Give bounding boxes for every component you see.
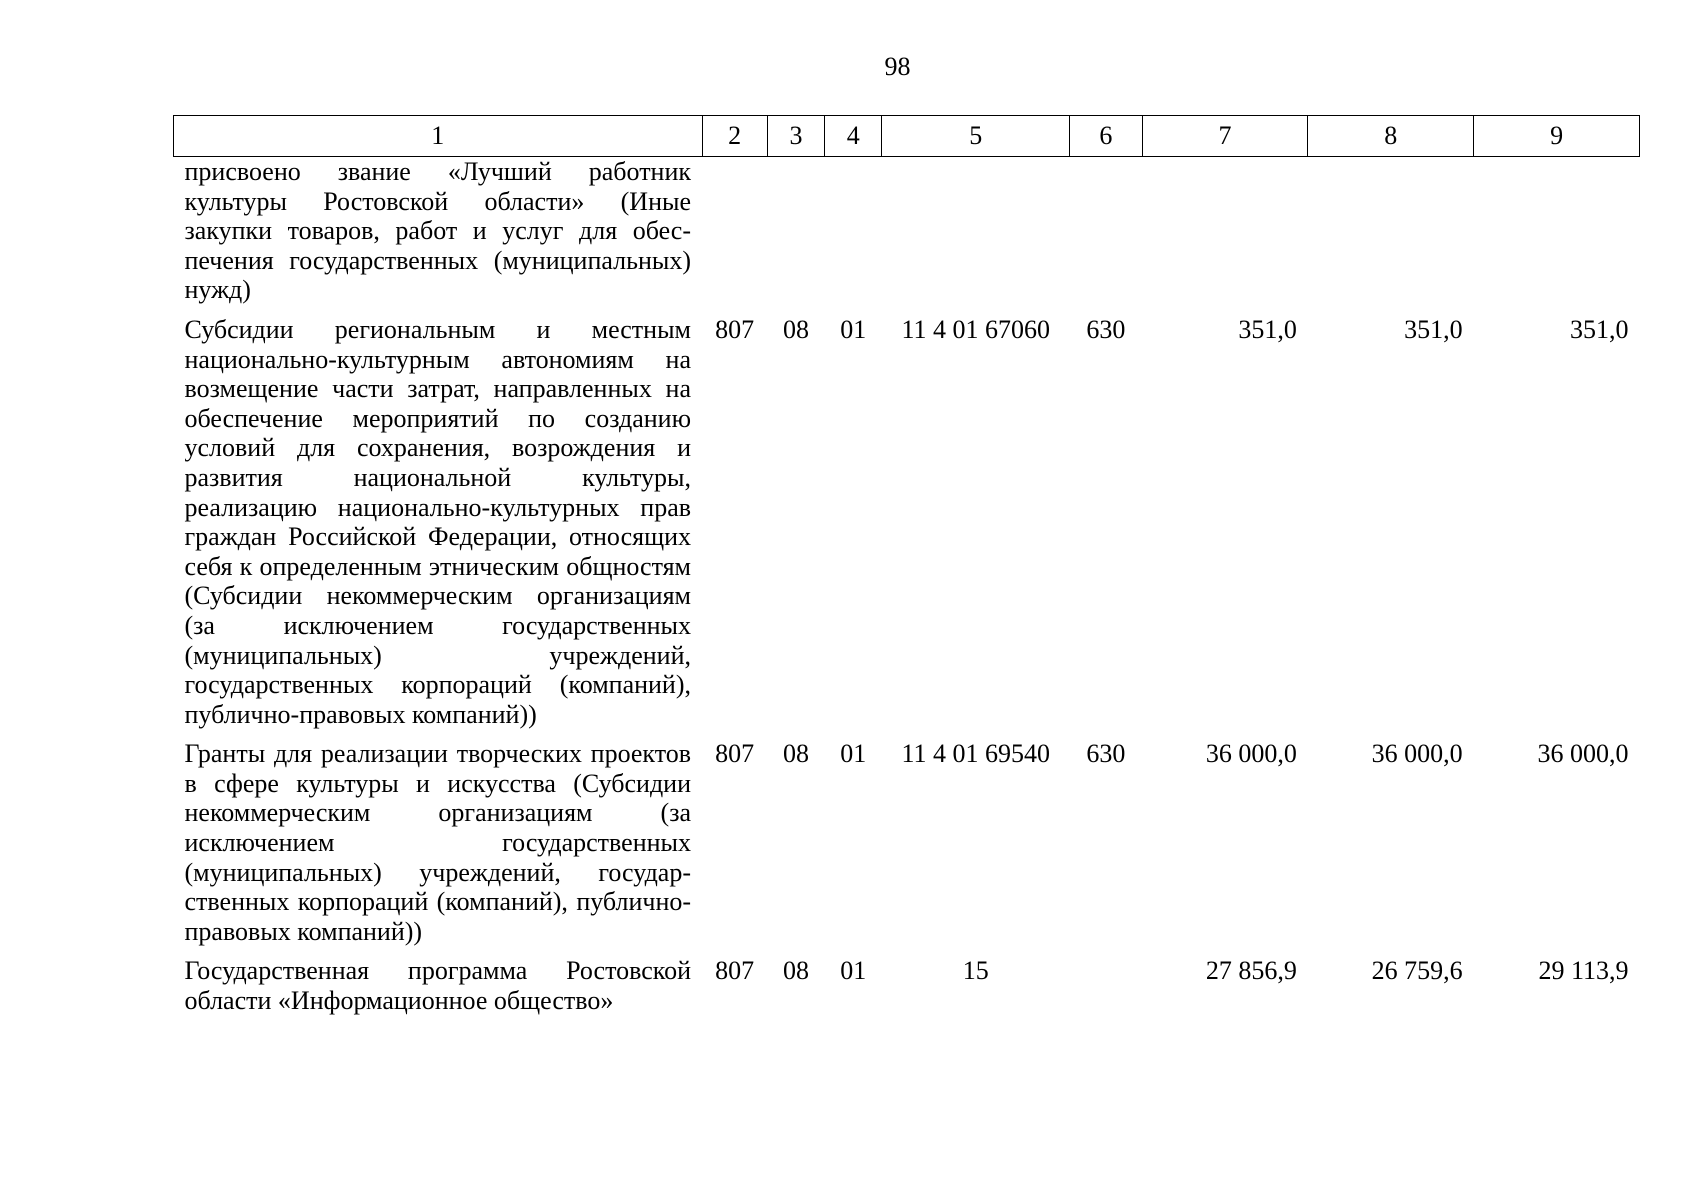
header-col-8: 8: [1308, 116, 1474, 157]
row-col-7: 27 856,9: [1205, 956, 1297, 986]
header-col-1: 1: [174, 116, 703, 157]
row-col-2: 807: [715, 739, 755, 769]
table-row: [174, 956, 1640, 1025]
header-col-4: 4: [825, 116, 882, 157]
table-row: [174, 739, 1640, 956]
row-col-8: 351,0: [1404, 314, 1463, 344]
row-description: Гранты для реализации творческих проектов в сфере культуры и искусства (Субсидии некоммерческим организациям (за исключением государственных (муниципальных) учреждений, государственных корпораций (компаний), публично-правовых компаний)): [184, 739, 692, 946]
row-col-9: 351,0: [1570, 314, 1629, 344]
row-col-3: 08: [782, 739, 809, 769]
row-col-4: 01: [840, 314, 867, 344]
table-row: [174, 157, 1640, 315]
budget-table: [173, 115, 1640, 1026]
row-col-7: 351,0: [1238, 314, 1297, 344]
row-col-9: 29 113,9: [1538, 956, 1629, 986]
row-col-7: 36 000,0: [1205, 739, 1297, 769]
row-col-3: [767, 157, 824, 315]
row-col-5: 11 4 01 67060: [901, 314, 1051, 344]
row-col-4: 01: [840, 956, 867, 986]
row-col-5: 11 4 01 69540: [901, 739, 1051, 769]
row-col-2: 807: [715, 314, 755, 344]
row-col-6: 630: [1086, 739, 1126, 769]
row-col-4: 01: [840, 739, 867, 769]
row-col-6: [1070, 157, 1142, 315]
row-col-9: [1474, 157, 1640, 315]
row-col-8: 26 759,6: [1371, 956, 1463, 986]
header-col-9: 9: [1474, 116, 1640, 157]
row-col-9: 36 000,0: [1537, 739, 1629, 769]
table-header: [174, 116, 1640, 157]
header-row: [174, 116, 1640, 157]
header-col-2: 2: [702, 116, 767, 157]
row-col-3: 08: [782, 314, 809, 344]
row-col-2: [702, 157, 767, 315]
header-col-3: 3: [767, 116, 824, 157]
row-col-5: [882, 157, 1070, 315]
row-col-3: 08: [782, 956, 809, 986]
row-description: Государственная программа Ростовской области «Информационное общество»: [184, 956, 692, 1016]
row-col-7: [1142, 157, 1308, 315]
row-col-5: 15: [962, 956, 989, 986]
row-col-2: 807: [715, 956, 755, 986]
header-col-5: 5: [882, 116, 1070, 157]
row-col-6: 630: [1086, 314, 1126, 344]
header-col-6: 6: [1070, 116, 1142, 157]
header-col-7: 7: [1142, 116, 1308, 157]
table-row: [174, 315, 1640, 739]
row-col-8: 36 000,0: [1371, 739, 1463, 769]
row-col-6: [1070, 956, 1142, 1025]
page-number: 98: [884, 52, 911, 81]
row-description: присвоено звание «Лучший работник культуры Ростовской области» (Иные закупки товаров, работ и услуг для обеспечения государственных (муниципальных) нужд): [184, 157, 692, 305]
row-col-8: [1308, 157, 1474, 315]
row-description: Субсидии региональным и местным национально-культурным автономиям на возмещение части затрат, направленных на обеспечение мероприятий по созданию условий для сохранения, возрождения и развития национальной культуры, реализацию национально-культурных прав граждан Российской Федерации, относящих себя к определенным этническим общностям (Субсидии некоммерческим организациям (за исключением государственных (муниципальных) учреждений, государственных корпораций (компаний), публично-правовых компаний)): [184, 314, 692, 729]
table-body: [174, 157, 1640, 1026]
row-col-4: [825, 157, 882, 315]
